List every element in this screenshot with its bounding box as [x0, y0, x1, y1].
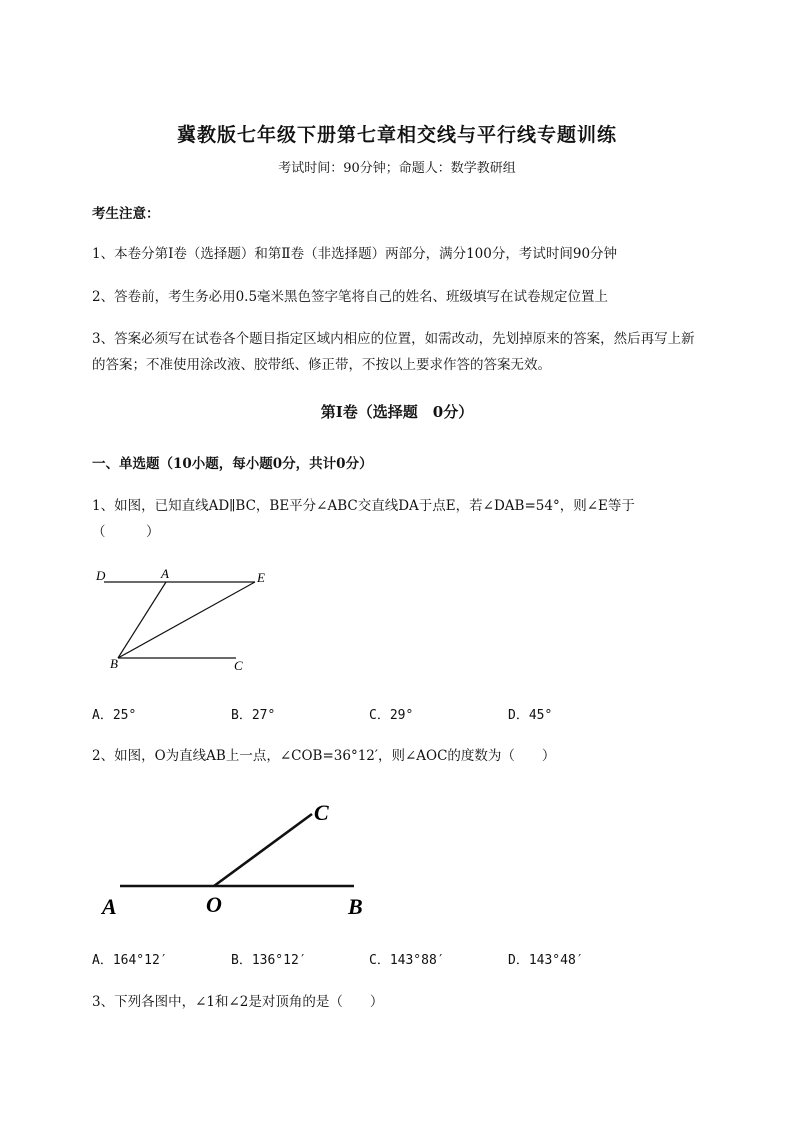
part-heading: 一、单选题（10小题，每小题0分，共计0分）	[92, 456, 373, 472]
question-1-option-b[interactable]: B．27°	[231, 708, 276, 723]
notice-heading: 考生注意：	[92, 206, 160, 222]
question-1-option-d[interactable]: D．45°	[508, 708, 553, 723]
ray-oc	[214, 814, 312, 886]
notice-item-3-line-2: 的答案；不准使用涂改液、胶带纸、修正带，不按以上要求作答的答案无效。	[92, 357, 551, 373]
notice-item-2: 2、答卷前，考生务必用0.5毫米黑色签字笔将自己的姓名、班级填写在试卷规定位置上	[92, 289, 609, 305]
notice-item-1: 1、本卷分第Ⅰ卷（选择题）和第Ⅱ卷（非选择题）两部分，满分100分，考试时间90分钟	[92, 246, 618, 262]
label-e: E	[257, 570, 265, 585]
label-a: A	[161, 566, 169, 581]
question-2-figure	[92, 792, 382, 922]
label-o: O	[206, 892, 222, 917]
question-2-option-d[interactable]: D．143°48′	[508, 953, 584, 968]
section-title: 第Ⅰ卷（选择题 0分）	[320, 403, 474, 421]
exam-info: 考试时间：90分钟；命题人：数学教研组	[278, 161, 516, 176]
question-2-stem: 2、如图，O为直线AB上一点，∠COB=36°12′，则∠AOC的度数为（ ）	[92, 748, 556, 764]
label-d: D	[96, 568, 106, 583]
question-1-blank: （ ）	[92, 524, 160, 540]
label-c: C	[314, 800, 329, 825]
notice-item-3-line-1: 3、答案必须写在试卷各个题目指定区域内相应的位置，如需改动，先划掉原来的答案，然后再写上新	[92, 331, 695, 347]
label-c: C	[234, 658, 243, 673]
question-2-option-c[interactable]: C．143°88′	[369, 953, 445, 968]
question-1-option-c[interactable]: C．29°	[369, 708, 414, 723]
line-ab	[118, 582, 166, 658]
page-title: 冀教版七年级下册第七章相交线与平行线专题训练	[176, 124, 617, 146]
question-1-figure	[90, 562, 280, 677]
question-3-stem: 3、下列各图中，∠1和∠2是对顶角的是（ ）	[92, 994, 384, 1010]
question-2-option-a[interactable]: A．164°12′	[92, 953, 168, 968]
line-be	[118, 582, 255, 658]
question-1-option-a[interactable]: A．25°	[92, 708, 137, 723]
label-b: B	[348, 894, 363, 919]
label-b: B	[110, 656, 118, 671]
label-a: A	[102, 894, 117, 919]
question-2-option-b[interactable]: B．136°12′	[231, 953, 307, 968]
question-1-stem: 1、如图，已知直线AD∥BC，BE平分∠ABC交直线DA于点E，若∠DAB=54°，则∠E等于	[92, 498, 635, 514]
